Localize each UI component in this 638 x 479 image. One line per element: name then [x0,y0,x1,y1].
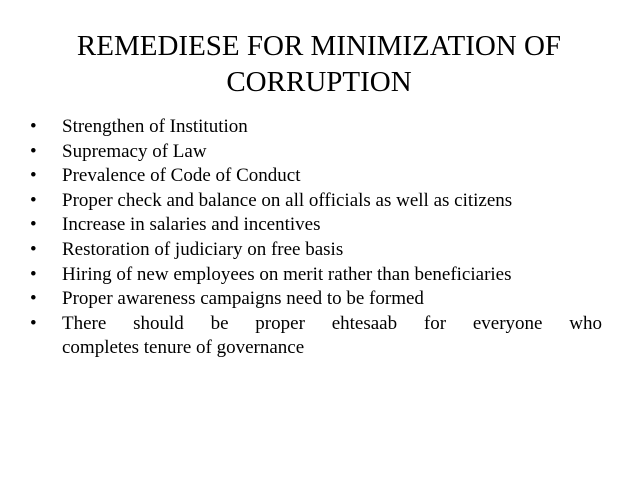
title-line-2: CORRUPTION [226,66,412,98]
bullet-icon: • [30,140,37,162]
bullet-icon: • [30,263,37,285]
bullet-icon: • [30,238,37,260]
bullet-icon: • [30,116,37,137]
slide-title [40,28,598,100]
bullet-item-ehtesaab [30,312,602,361]
bullet-text-line-1: There should be proper ehtesaab for everyone who [62,312,602,334]
title-line-1: REMEDIESE FOR MINIMIZATION OF [76,30,562,62]
bullet-item-judiciary [30,238,602,263]
bullet-icon: • [30,165,37,187]
bullet-text: Supremacy of Law [62,140,207,162]
bullet-text: Increase in salaries and incentives [62,214,321,236]
bullet-item-hiring-merit [30,263,602,288]
bullet-text: Strengthen of Institution [62,116,248,137]
bullet-item-check-balance [30,189,602,214]
bullet-icon: • [30,312,37,334]
bullet-icon: • [30,288,37,310]
bullet-text: Hiring of new employees on merit rather than beneficiaries [62,263,512,285]
bullet-item-code-of-conduct [30,164,602,189]
bullet-text: Proper check and balance on all officials as well as citizens [62,189,513,211]
bullet-text-line-2: completes tenure of governance [62,337,305,359]
bullet-icon: • [30,189,37,211]
bullet-list [30,115,602,361]
bullet-text: Prevalence of Code of Conduct [62,165,301,187]
bullet-item-supremacy-law [30,140,602,165]
bullet-text: Proper awareness campaigns need to be formed [62,288,424,310]
bullet-text: Restoration of judiciary on free basis [62,238,344,260]
bullet-item-awareness-campaigns [30,287,602,312]
bullet-item-salaries-incentives [30,213,602,238]
bullet-icon: • [30,214,37,236]
bullet-item-strengthen-institution [30,115,602,140]
